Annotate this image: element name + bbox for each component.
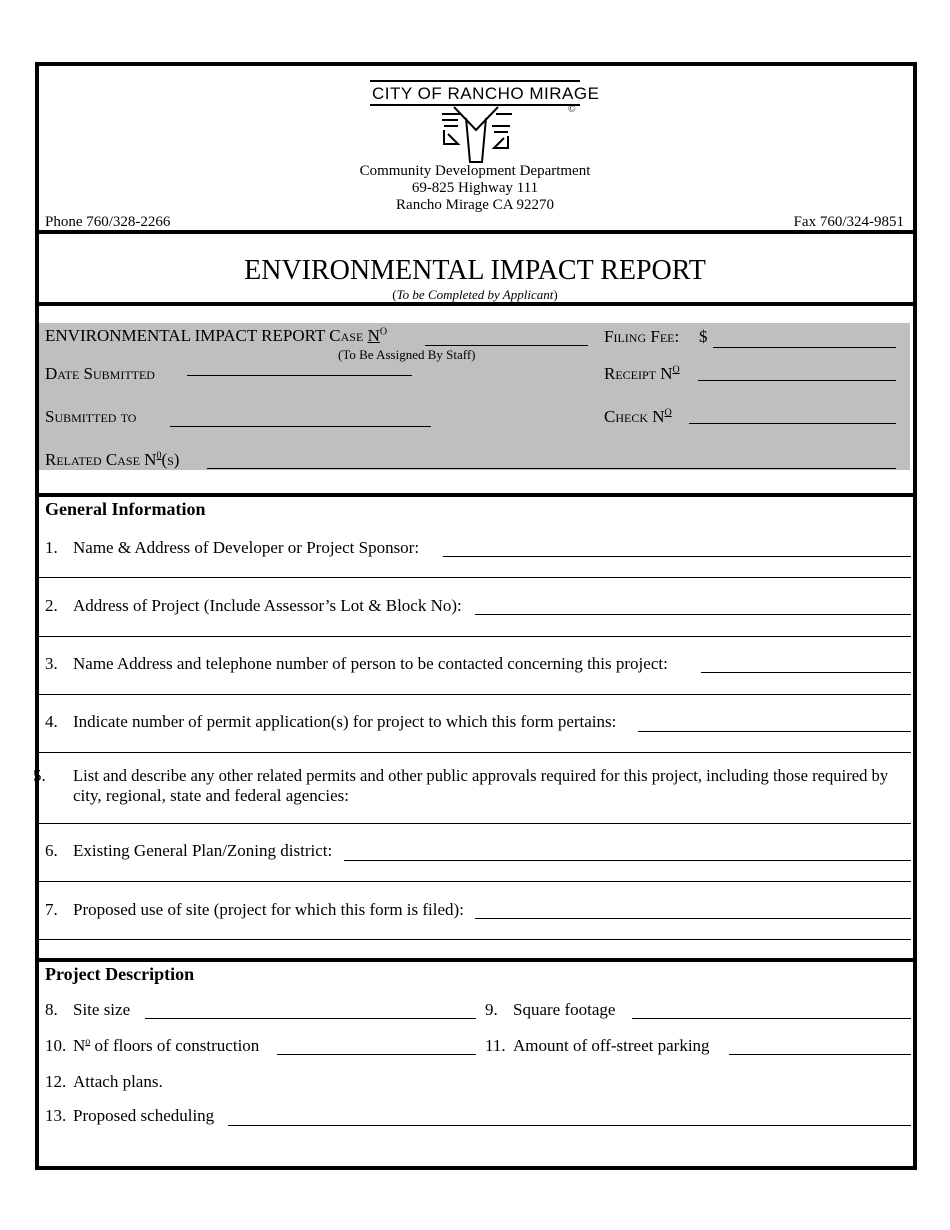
related-case-suffix: (s): [161, 450, 180, 469]
item-10-number: 10.: [45, 1036, 67, 1055]
receipt-number-label: [604, 364, 680, 384]
item-5-field[interactable]: [39, 823, 911, 824]
receipt-label: Receipt N: [604, 364, 673, 383]
filing-fee-currency: $: [699, 327, 708, 346]
item-10-label-text: of floors of construction: [90, 1036, 260, 1055]
floors-of-construction-field[interactable]: [277, 1054, 476, 1055]
receipt-sup: O: [672, 364, 680, 376]
item-4-number: 4.: [45, 712, 58, 731]
item-12-number: 12.: [45, 1072, 67, 1091]
check-number-field[interactable]: [689, 423, 896, 424]
divider-general: [39, 958, 913, 962]
item-7-label: Proposed use of site (project for which this form is filed):: [73, 900, 464, 919]
item-10-no-sup: o: [85, 1036, 91, 1048]
item-8-label: Site size: [73, 1000, 131, 1019]
case-number-field[interactable]: [425, 345, 588, 346]
proposed-scheduling-field[interactable]: [228, 1125, 911, 1126]
item-1-label: Name & Address of Developer or Project Sponsor:: [73, 538, 420, 557]
item-8-number: 8.: [45, 1000, 58, 1019]
item-3-field[interactable]: [701, 672, 911, 673]
project-description-heading: Project Description: [45, 964, 195, 984]
case-number-label: [45, 326, 387, 346]
item-1-field-row2[interactable]: [39, 577, 911, 578]
related-case-sup: 0: [156, 450, 162, 462]
item-3-number: 3.: [45, 654, 58, 673]
general-information-heading: General Information: [45, 499, 206, 519]
item-3-field-row2[interactable]: [39, 694, 911, 695]
department-name: Community Development Department: [359, 163, 591, 179]
item-4-field-row2[interactable]: [39, 752, 911, 753]
item-4-label: Indicate number of permit application(s) for project to which this form pertains:: [73, 712, 617, 731]
receipt-number-field[interactable]: [698, 380, 896, 381]
item-7-field-row2[interactable]: [39, 939, 911, 940]
item-6-label: Existing General Plan/Zoning district:: [73, 841, 333, 860]
divider-staff: [39, 493, 913, 497]
item-12-label: Attach plans.: [73, 1072, 163, 1091]
item-10-label: [73, 1036, 259, 1056]
case-label-sc: Case: [329, 326, 364, 345]
item-9-number: 9.: [485, 1000, 498, 1019]
logo-emblem-icon: [434, 104, 518, 164]
item-2-field[interactable]: [475, 614, 911, 615]
item-10-no-symbol: N: [73, 1036, 86, 1055]
item-2-label: Address of Project (Include Assessor’s Lot & Block No):: [73, 596, 462, 615]
related-case-label: [45, 450, 179, 470]
item-6-number: 6.: [45, 841, 58, 860]
report-subtitle: (To be Completed by Applicant): [392, 287, 558, 302]
check-sup: O: [664, 407, 672, 419]
case-label-prefix: ENVIRONMENTAL IMPACT REPORT: [45, 326, 330, 345]
item-4-field[interactable]: [638, 731, 911, 732]
item-5-label-line2: city, regional, state and federal agencies:: [73, 786, 349, 805]
site-size-field[interactable]: [145, 1018, 476, 1019]
item-5-label-line1: List and describe any other related permits and other public approvals required for this project, including those required by: [73, 766, 889, 785]
item-11-label: Amount of off-street parking: [513, 1036, 710, 1055]
case-no-symbol: N: [367, 326, 380, 345]
item-9-label: Square footage: [513, 1000, 616, 1019]
item-7-field[interactable]: [475, 918, 911, 919]
report-subtitle-text: To be Completed by Applicant: [396, 287, 554, 302]
check-number-label: [604, 407, 672, 427]
filing-fee-field[interactable]: [713, 347, 896, 348]
divider-header: [39, 230, 913, 234]
item-1-field[interactable]: [443, 556, 911, 557]
item-3-label: Name Address and telephone number of person to be contacted concerning this project:: [73, 654, 668, 673]
item-2-field-row2[interactable]: [39, 636, 911, 637]
divider-title: [39, 302, 913, 306]
item-11-number: 11.: [485, 1036, 506, 1055]
report-title: ENVIRONMENTAL IMPACT REPORT: [244, 255, 706, 286]
case-number-note: (To Be Assigned By Staff): [338, 347, 476, 362]
department-address-line1: 69-825 Highway 111: [411, 180, 539, 196]
filing-fee-label: Filing Fee:: [604, 327, 680, 346]
off-street-parking-field[interactable]: [729, 1054, 911, 1055]
date-submitted-label: Date Submitted: [45, 364, 155, 383]
logo-text: CITY OF RANCHO MIRAGE: [372, 84, 600, 103]
phone-number: Phone 760/328-2266: [45, 214, 171, 230]
related-case-label-text: Related Case N: [45, 450, 157, 469]
fax-number: Fax 760/324-9851: [793, 214, 904, 230]
check-label: Check N: [604, 407, 665, 426]
item-6-field-row2[interactable]: [39, 881, 911, 882]
item-13-label: Proposed scheduling: [73, 1106, 215, 1125]
submitted-to-field[interactable]: [170, 426, 431, 427]
case-no-sup: O: [379, 326, 388, 338]
submitted-to-label: Submitted to: [45, 407, 137, 426]
item-7-number: 7.: [45, 900, 58, 919]
city-logo: [368, 80, 600, 166]
logo-copyright-mark: ©: [568, 104, 576, 115]
department-address-line2: Rancho Mirage CA 92270: [396, 197, 554, 213]
related-case-field[interactable]: [207, 468, 896, 469]
item-6-field[interactable]: [344, 860, 911, 861]
item-1-number: 1.: [45, 538, 58, 557]
square-footage-field[interactable]: [632, 1018, 911, 1019]
item-2-number: 2.: [45, 596, 58, 615]
date-submitted-field[interactable]: [187, 375, 412, 376]
item-5-number: 5.: [33, 766, 46, 785]
item-13-number: 13.: [45, 1106, 67, 1125]
